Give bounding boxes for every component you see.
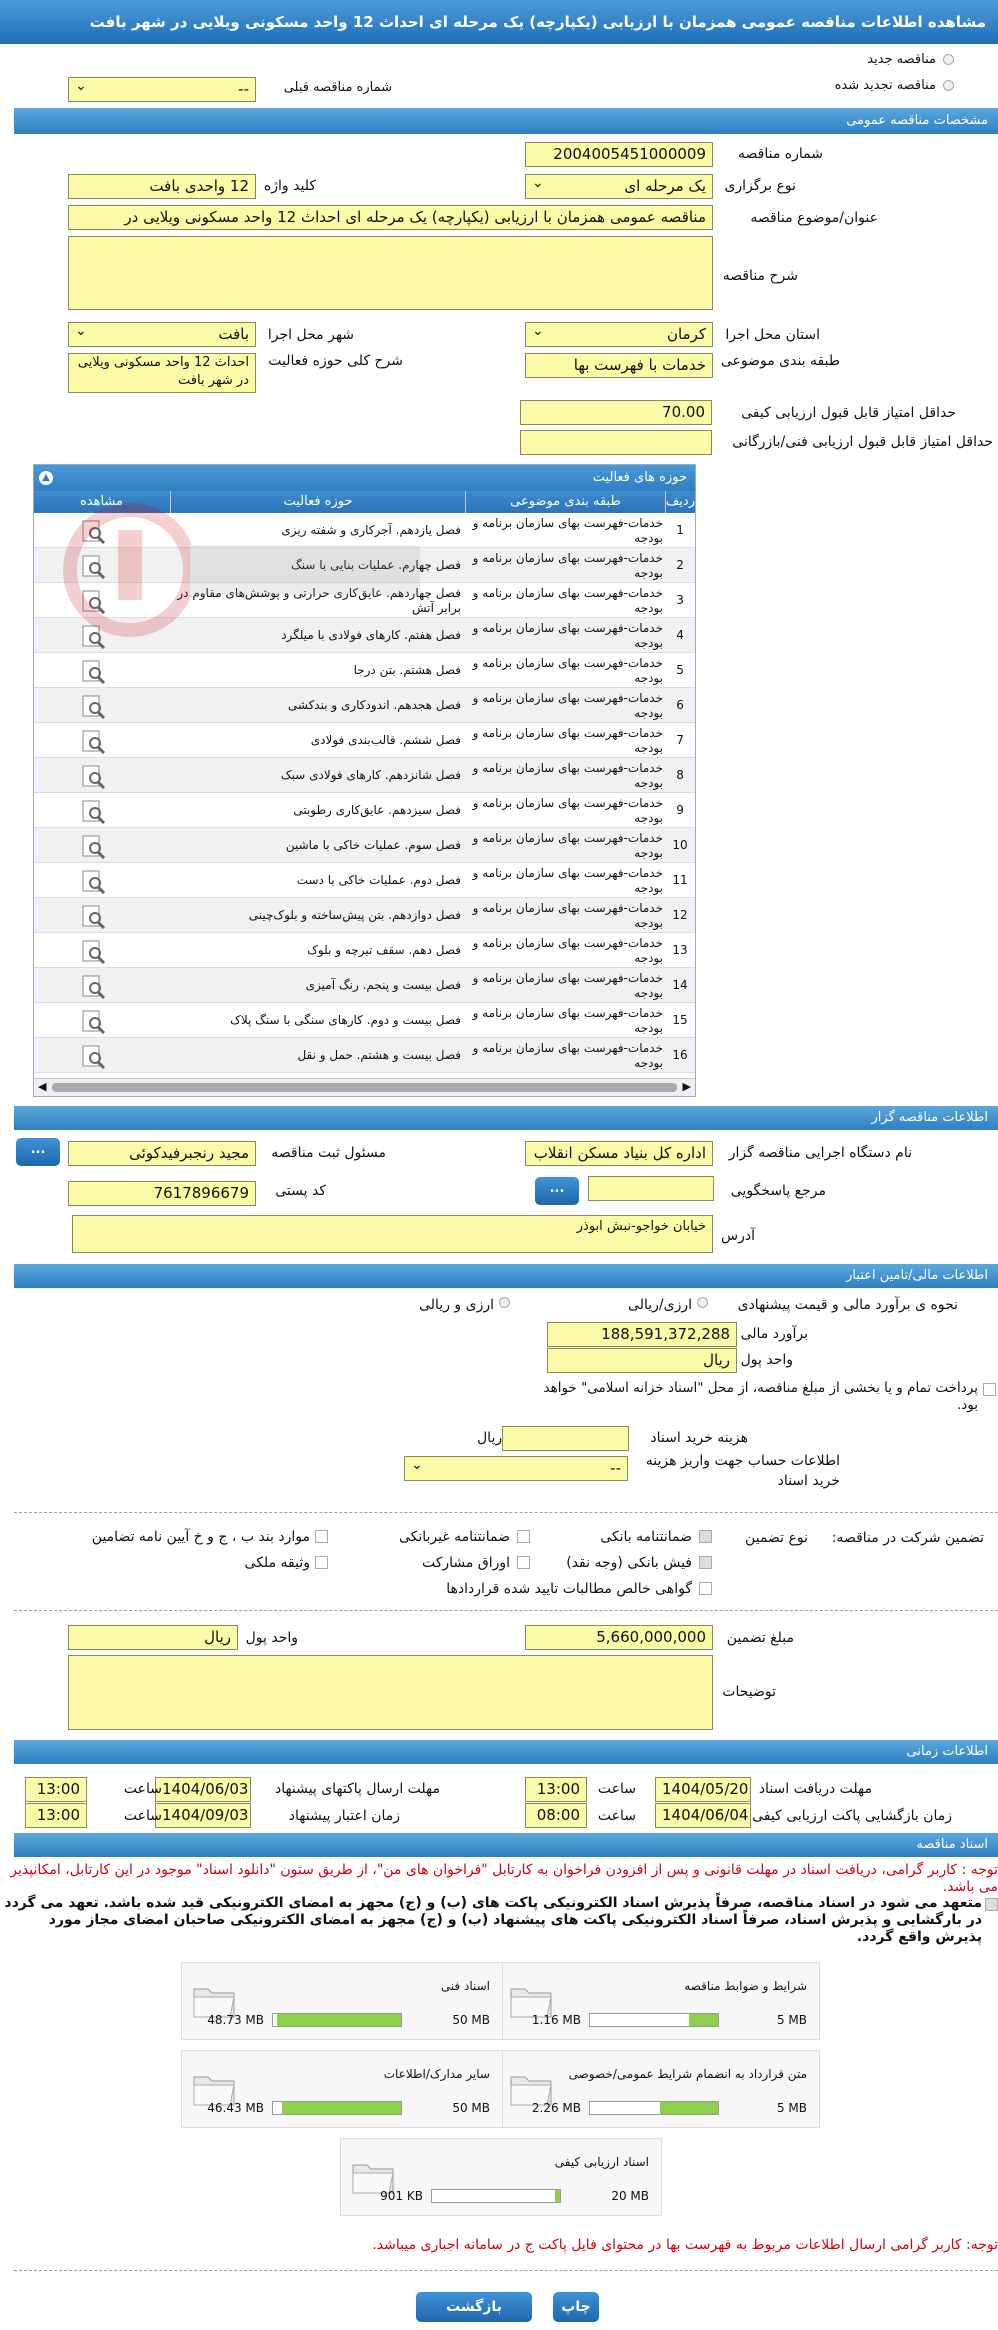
row-category: خدمات-فهرست بهای سازمان برنامه و بودجه	[472, 550, 663, 580]
scroll-left-icon[interactable]: ◀	[38, 1080, 47, 1093]
g-clauses-label: موارد بند ب ، ج و خ آیین نامه تضامین	[91, 1529, 310, 1545]
file-size: 2.26 MB	[531, 2101, 581, 2115]
page-title: مشاهده اطلاعات مناقصه عمومی همزمان با ارزیابی (یکپارچه) یک مرحله ای احداث 12 واحد مسکونی ویلایی در شهر بافت	[89, 13, 986, 31]
estimate-label: برآورد مالی	[740, 1326, 808, 1342]
section-general: مشخصات مناقصه عمومی	[14, 108, 998, 134]
category-label: طبقه بندی موضوعی	[720, 353, 840, 369]
g-cash-checkbox[interactable]	[699, 1556, 712, 1569]
open-date: 1404/06/04	[655, 1803, 751, 1828]
postal-field: 7617896679	[68, 1181, 256, 1206]
row-index: 5	[676, 663, 684, 677]
min-tech-field	[520, 430, 712, 455]
row-activity: فصل سوم. عملیات خاکی با ماشین	[285, 838, 461, 852]
view-icon[interactable]	[78, 653, 108, 688]
row-activity: فصل هشتم. بتن درجا	[353, 663, 461, 677]
g-bonds-label: اوراق مشارکت	[421, 1555, 510, 1571]
min-quality-label: حداقل امتیاز قابل قبول ارزیابی کیفی	[741, 405, 956, 421]
row-activity: فصل دوم. عملیات خاکی با دست	[296, 873, 461, 887]
radio-currency[interactable]	[499, 1297, 510, 1308]
treasury-text: پرداخت تمام و یا بخشی از مبلغ مناقصه، از محل "اسناد خزانه اسلامی" خواهد بود.	[543, 1380, 978, 1413]
view-icon[interactable]	[78, 548, 108, 583]
receive-label: مهلت دریافت اسناد	[758, 1781, 872, 1797]
radio-rial[interactable]	[697, 1297, 708, 1308]
row-index: 2	[676, 558, 684, 572]
file-progress-bar	[431, 2189, 561, 2203]
postal-label: کد پستی	[275, 1183, 326, 1199]
g-bank-checkbox[interactable]	[699, 1530, 712, 1543]
row-activity: فصل دهم. سقف تیرچه و بلوک	[307, 943, 461, 957]
documents-notice: توجه : کاربر گرامی، دریافت اسناد در مهلت قانونی و پس از افزودن فراخوان به کارتابل "فراخوان های من"، از طریق ستون "دانلود اسناد" موجود در این کارتابل، امکانپذیر می باشد.	[10, 1862, 998, 1895]
row-activity: فصل بیست و هشتم. حمل و نقل	[297, 1048, 461, 1062]
file-name: سایر مدارک/اطلاعات	[383, 2067, 490, 2081]
row-category: خدمات-فهرست بهای سازمان برنامه و بودجه	[472, 1005, 663, 1035]
view-icon[interactable]	[78, 758, 108, 793]
row-index: 16	[672, 1048, 688, 1062]
min-quality-field: 70.00	[520, 400, 712, 425]
table-row	[34, 1038, 695, 1073]
min-tech-label: حداقل امتیاز قابل قبول ارزیابی فنی/بازرگانی	[732, 434, 993, 450]
send-label: مهلت ارسال پاکتهای پیشنهاد	[274, 1781, 440, 1797]
file-name: اسناد ارزیابی کیفی	[554, 2155, 649, 2169]
g-claims-label: گواهی خالص مطالبات تایید شده قراردادها	[446, 1581, 692, 1597]
row-index: 6	[676, 698, 684, 712]
table-row	[34, 653, 695, 688]
table-row	[34, 583, 695, 618]
row-category: خدمات-فهرست بهای سازمان برنامه و بودجه	[472, 830, 663, 860]
open-time-word: ساعت	[597, 1808, 636, 1824]
horizontal-scrollbar[interactable]	[34, 1078, 695, 1096]
section-organizer: اطلاعات مناقصه گزار	[14, 1106, 998, 1130]
responsible-more-button[interactable]: ...	[16, 1138, 60, 1166]
tender-number-field: 2004005451000009	[525, 142, 713, 167]
file-max-size: 50 MB	[452, 2013, 490, 2027]
radio-currency-label: ارزی و ریالی	[419, 1297, 494, 1313]
row-category: خدمات-فهرست بهای سازمان برنامه و بودجه	[472, 865, 663, 895]
guarantee-label: تضمین شرکت در مناقصه:	[831, 1530, 984, 1546]
file-name: متن قرارداد به انضمام شرایط عمومی/خصوصی	[568, 2067, 807, 2081]
keyword-field: 12 واحدی بافت	[68, 174, 256, 199]
description-label: شرح مناقصه	[722, 268, 798, 284]
doc-cost-unit: ریال	[477, 1430, 503, 1446]
row-index: 15	[672, 1013, 688, 1027]
province-select[interactable]: کرمان ⌄	[525, 322, 713, 347]
subject-field: مناقصه عمومی همزمان با ارزیابی (یکپارچه) یک مرحله ای احداث 12 واحد مسکونی ویلایی در	[68, 205, 713, 230]
row-index: 11	[672, 873, 688, 887]
row-category: خدمات-فهرست بهای سازمان برنامه و بودجه	[472, 515, 663, 545]
ref-label: مرجع پاسخگویی	[730, 1183, 826, 1199]
radio-renewed-label: مناقصه تجدید شده	[834, 78, 936, 93]
view-icon[interactable]	[78, 688, 108, 723]
back-button[interactable]: بازگشت	[416, 2292, 532, 2322]
scroll-right-icon[interactable]: ▶	[682, 1080, 691, 1093]
row-category: خدمات-فهرست بهای سازمان برنامه و بودجه	[472, 935, 663, 965]
row-activity: فصل دوازدهم. بتن پیش‌ساخته و بلوک‌چینی	[248, 908, 461, 922]
g-clauses-checkbox[interactable]	[315, 1530, 328, 1543]
file-progress-fill	[277, 2014, 401, 2026]
valid-date: 1404/09/03	[155, 1803, 251, 1828]
responsible-label: مسئول ثبت مناقصه	[271, 1145, 386, 1161]
row-index: 13	[672, 943, 688, 957]
unit-field: ریال	[547, 1348, 737, 1373]
valid-time: 13:00	[25, 1803, 87, 1828]
doc-cost-field	[502, 1426, 629, 1451]
document-file[interactable]	[340, 2138, 662, 2216]
view-icon[interactable]	[78, 723, 108, 758]
view-icon[interactable]	[78, 618, 108, 653]
g-cash-label: فیش بانکی (وجه نقد)	[566, 1555, 692, 1571]
table-row	[34, 863, 695, 898]
view-icon[interactable]	[78, 1038, 108, 1073]
radio-rial-label: ارزی/ریالی	[628, 1297, 692, 1313]
row-category: خدمات-فهرست بهای سازمان برنامه و بودجه	[472, 970, 663, 1000]
row-category: خدمات-فهرست بهای سازمان برنامه و بودجه	[472, 585, 663, 615]
radio-new-label: مناقصه جدید	[867, 52, 936, 67]
send-date: 1404/06/03	[155, 1777, 251, 1802]
g-nonbank-label: ضمانتنامه غیربانکی	[398, 1529, 510, 1545]
col-category: طبقه بندی موضوعی	[465, 491, 665, 513]
file-size: 48.73 MB	[207, 2013, 264, 2027]
view-icon[interactable]	[78, 828, 108, 863]
row-category: خدمات-فهرست بهای سازمان برنامه و بودجه	[472, 655, 663, 685]
amount-label: مبلغ تضمین	[726, 1630, 794, 1646]
scope-field: احداث 12 واحد مسکونی ویلایی در شهر بافت	[68, 353, 256, 393]
col-index: ردیف	[665, 491, 695, 513]
row-index: 4	[676, 628, 684, 642]
row-activity: فصل هفتم. کارهای فولادی با میلگرد	[281, 628, 461, 642]
table-row	[34, 793, 695, 828]
org-label: نام دستگاه اجرایی مناقصه گزار	[728, 1145, 912, 1161]
row-index: 10	[672, 838, 688, 852]
estimate-type-label: نحوه ی برآورد مالی و قیمت پیشنهادی	[737, 1297, 958, 1313]
ref-more-button[interactable]: ...	[535, 1177, 579, 1205]
activity-table	[33, 464, 696, 1097]
g-property-checkbox[interactable]	[315, 1556, 328, 1569]
type-label: نوع برگزاری	[724, 178, 796, 194]
page-title-bar	[0, 0, 998, 44]
type-select[interactable]: یک مرحله ای ⌄	[525, 174, 713, 199]
row-index: 8	[676, 768, 684, 782]
valid-label: زمان اعتبار پیشنهاد	[288, 1808, 400, 1824]
section-timing: اطلاعات زمانی	[14, 1740, 998, 1764]
address-field: خیابان خواجو-نبش ابوذر	[72, 1215, 713, 1253]
account-label: اطلاعات حساب جهت واریز هزینه خرید اسناد	[645, 1453, 840, 1489]
file-size: 46.43 MB	[207, 2101, 264, 2115]
col-activity: حوزه فعالیت	[170, 491, 465, 513]
send-time: 13:00	[25, 1777, 87, 1802]
view-icon[interactable]	[78, 793, 108, 828]
file-progress-bar	[272, 2013, 402, 2027]
table-row	[34, 688, 695, 723]
province-label: استان محل اجرا	[725, 327, 820, 343]
row-activity: فصل شانزدهم. کارهای فولادی سبک	[280, 768, 461, 782]
row-index: 12	[672, 908, 688, 922]
section-documents: اسناد مناقصه	[14, 1833, 998, 1857]
view-icon[interactable]	[78, 898, 108, 933]
file-name: اسناد فنی	[440, 1979, 490, 1993]
row-activity: فصل ششم. قالب‌بندی فولادی	[310, 733, 461, 747]
file-progress-fill	[689, 2014, 718, 2026]
subject-label: عنوان/موضوع مناقصه	[750, 210, 878, 226]
file-progress-bar	[589, 2013, 719, 2027]
g-nonbank-checkbox[interactable]	[517, 1530, 530, 1543]
guarantee-type-label: نوع تضمین	[745, 1530, 808, 1546]
row-category: خدمات-فهرست بهای سازمان برنامه و بودجه	[472, 795, 663, 825]
address-label: آدرس	[721, 1228, 755, 1244]
file-progress-bar	[589, 2101, 719, 2115]
table-row	[34, 828, 695, 863]
document-file[interactable]	[498, 1962, 820, 2040]
receive-date: 1404/05/20	[655, 1777, 751, 1802]
row-activity: فصل هجدهم. اندودکاری و بندکشی	[287, 698, 461, 712]
document-file[interactable]	[181, 1962, 503, 2040]
radio-new-tender[interactable]	[943, 54, 954, 65]
estimate-field: 188,591,372,288	[547, 1322, 737, 1347]
footer-note: توجه: کاربر گرامی ارسال اطلاعات مربوط به فهرست بها در محتوای فایل پاکت ج در سامانه اجباری میباشد.	[372, 2237, 998, 2253]
row-category: خدمات-فهرست بهای سازمان برنامه و بودجه	[472, 620, 663, 650]
view-icon[interactable]	[78, 863, 108, 898]
open-time: 08:00	[525, 1803, 587, 1828]
file-max-size: 5 MB	[776, 2101, 807, 2115]
responsible-field: مجید رنجبرفیدکوئی	[68, 1141, 256, 1166]
file-max-size: 50 MB	[452, 2101, 490, 2115]
keyword-label: کلید واژه	[263, 178, 316, 194]
ref-field	[588, 1176, 714, 1201]
account-select[interactable]: -- ⌄	[404, 1456, 628, 1481]
view-icon[interactable]	[78, 583, 108, 618]
notes-label: توضیحات	[722, 1684, 776, 1700]
table-row	[34, 513, 695, 548]
g-property-label: وثیقه ملکی	[244, 1555, 310, 1571]
valid-time-word: ساعت	[123, 1808, 162, 1824]
print-button[interactable]: چاپ	[553, 2292, 599, 2322]
file-progress-bar	[272, 2101, 402, 2115]
row-index: 7	[676, 733, 684, 747]
table-row	[34, 1003, 695, 1038]
doc-cost-label: هزینه خرید اسناد	[650, 1430, 748, 1446]
commit-checkbox[interactable]	[985, 1898, 998, 1911]
table-row	[34, 933, 695, 968]
g-bank-label: ضمانتنامه بانکی	[600, 1529, 692, 1545]
city-select[interactable]: بافت ⌄	[68, 322, 256, 347]
row-index: 1	[676, 523, 684, 537]
view-icon[interactable]	[78, 1003, 108, 1038]
row-category: خدمات-فهرست بهای سازمان برنامه و بودجه	[472, 1040, 663, 1070]
col-view: مشاهده	[33, 491, 170, 513]
view-icon[interactable]	[78, 968, 108, 1003]
scope-label: شرح کلی حوزه فعالیت	[268, 353, 403, 369]
table-row	[34, 723, 695, 758]
prev-tender-label: شماره مناقصه قبلی	[283, 80, 392, 95]
amount-field: 5,660,000,000	[525, 1625, 713, 1650]
g-claims-checkbox[interactable]	[699, 1582, 712, 1595]
radio-renewed-tender[interactable]	[943, 80, 954, 91]
file-max-size: 5 MB	[776, 2013, 807, 2027]
amount-unit-label: واحد پول	[245, 1630, 298, 1646]
file-size: 1.16 MB	[531, 2013, 581, 2027]
section-finance: اطلاعات مالی/تامین اعتبار	[14, 1264, 998, 1288]
tender-number-label: شماره مناقصه	[738, 146, 823, 162]
category-field: خدمات با فهرست بها	[525, 353, 713, 378]
unit-label: واحد پول	[740, 1352, 793, 1368]
receive-time-word: ساعت	[597, 1781, 636, 1797]
row-category: خدمات-فهرست بهای سازمان برنامه و بودجه	[472, 760, 663, 790]
row-category: خدمات-فهرست بهای سازمان برنامه و بودجه	[472, 725, 663, 755]
commit-text: متعهد می شود در اسناد مناقصه، صرفاً پذیرش اسناد الکترونیکی پاکت های (ب) و (ج) مجهز به امضای الکترونیکی قید شده باشد. تعهد می گردد در بارگشایی و پذیرش اسناد، صرفاً اسناد الکترونیکی پاکت های پیشنهاد (ب) و (ج) مجهز به امضای الکترونیکی صاحبان امضای مجاز مورد پذیرش واقع گردد.	[4, 1895, 982, 1945]
row-category: خدمات-فهرست بهای سازمان برنامه و بودجه	[472, 690, 663, 720]
file-progress-fill	[660, 2102, 718, 2114]
row-activity: فصل چهاردهم. عایق‌کاری حرارتی و پوشش‌های مقاوم در برابر آتش	[177, 585, 461, 615]
document-file[interactable]	[498, 2050, 820, 2128]
activity-rows	[34, 513, 695, 1078]
table-row	[34, 618, 695, 653]
row-index: 9	[676, 803, 684, 817]
view-icon[interactable]	[78, 513, 108, 548]
file-size: 901 KB	[380, 2189, 423, 2203]
open-label: زمان بازگشایی پاکت ارزیابی کیفی	[752, 1808, 952, 1824]
description-field	[68, 236, 713, 310]
row-activity: فصل چهارم. عملیات بنایی با سنگ	[291, 558, 461, 572]
document-file[interactable]	[181, 2050, 503, 2128]
table-row	[34, 968, 695, 1003]
city-label: شهر محل اجرا	[267, 327, 354, 343]
row-index: 14	[672, 978, 688, 992]
row-activity: فصل بیست و پنجم. رنگ آمیزی	[305, 978, 461, 992]
row-index: 3	[676, 593, 684, 607]
table-row	[34, 898, 695, 933]
row-activity: فصل بیست و دوم. کارهای سنگی با سنگ پلاک	[230, 1013, 461, 1027]
notes-field	[68, 1655, 713, 1730]
org-field: اداره کل بنیاد مسکن انقلاب	[525, 1141, 713, 1166]
row-activity: فصل یازدهم. آجرکاری و شفته ریزی	[281, 523, 461, 537]
g-bonds-checkbox[interactable]	[517, 1556, 530, 1569]
view-icon[interactable]	[78, 933, 108, 968]
file-progress-fill	[282, 2102, 401, 2114]
row-category: خدمات-فهرست بهای سازمان برنامه و بودجه	[472, 900, 663, 930]
row-activity: فصل سیزدهم. عایق‌کاری رطوبتی	[293, 803, 461, 817]
treasury-checkbox[interactable]	[983, 1383, 996, 1396]
send-time-word: ساعت	[123, 1781, 162, 1797]
prev-tender-select[interactable]: -- ⌄	[68, 77, 256, 102]
table-row	[34, 548, 695, 583]
file-name: شرایط و ضوابط مناقصه	[684, 1979, 807, 1993]
receive-time: 13:00	[525, 1777, 587, 1802]
table-row	[34, 758, 695, 793]
file-max-size: 20 MB	[611, 2189, 649, 2203]
collapse-icon[interactable]: ▲	[39, 471, 53, 485]
amount-unit-field: ریال	[68, 1625, 238, 1650]
file-progress-fill	[555, 2190, 560, 2202]
activity-table-title: حوزه های فعالیت	[34, 465, 695, 491]
